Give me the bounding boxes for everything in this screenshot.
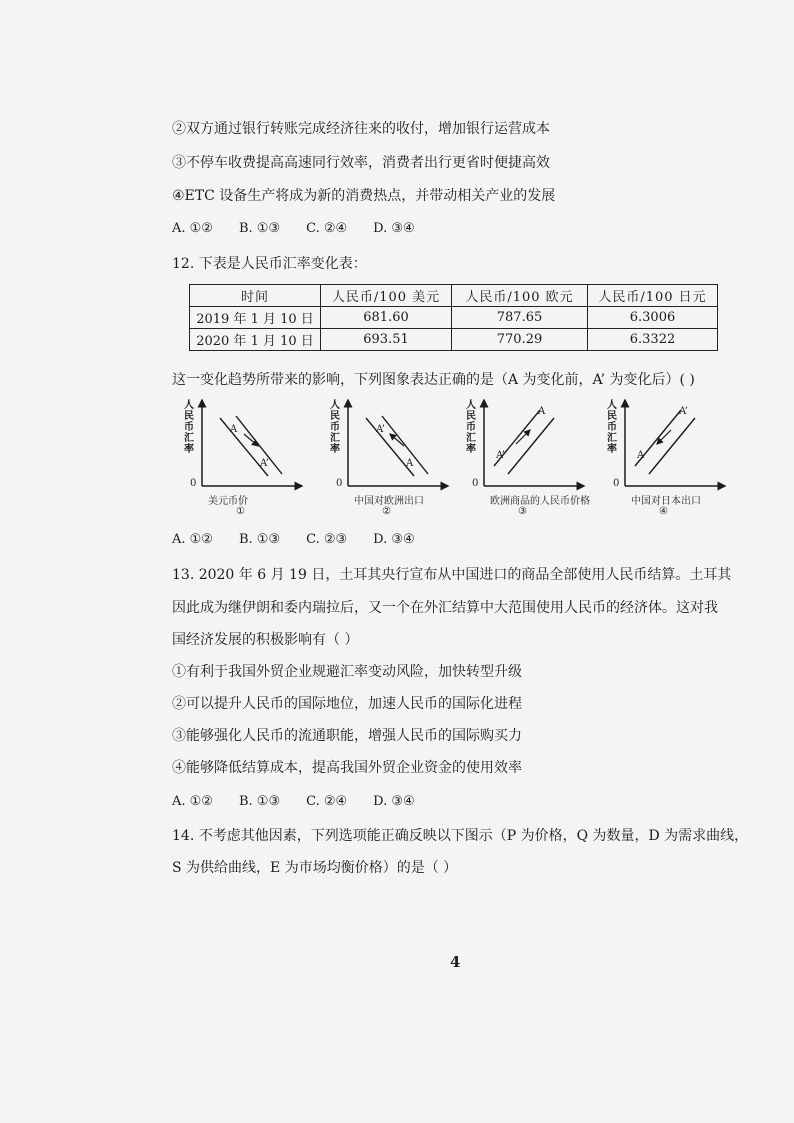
graph-origin: 0 bbox=[472, 478, 479, 489]
table-header: 人民币/100 美元 bbox=[321, 285, 452, 307]
q12-stem: 12. 下表是人民币汇率变化表： bbox=[172, 256, 367, 272]
graph-y-label: 人民币汇率 bbox=[466, 400, 476, 455]
q14-stem-line-1: 14. 不考虑其他因素，下列选项能正确反映以下图示（P 为价格，Q 为数量，D 为需求曲线， bbox=[172, 828, 749, 844]
table-cell: 2020 年 1 月 10 日 bbox=[190, 329, 321, 351]
q13-statement-4: ④能够降低结算成本，提高我国外贸企业资金的使用效率 bbox=[172, 760, 522, 776]
table-cell: 2019 年 1 月 10 日 bbox=[190, 307, 321, 329]
graph-axes bbox=[472, 396, 592, 506]
q11-statement-2: ②双方通过银行转账完成经济往来的收付，增加银行运营成本 bbox=[172, 121, 550, 137]
graph-axes bbox=[613, 396, 733, 506]
point-label-bottom: A bbox=[637, 450, 645, 461]
graph-3 bbox=[466, 396, 592, 520]
option-d: D. ③④ bbox=[373, 794, 415, 809]
graph-y-label: 人民币汇率 bbox=[330, 400, 340, 455]
graph-number: ② bbox=[382, 506, 391, 517]
option-b: B. ①③ bbox=[238, 221, 281, 236]
option-c: C. ②③ bbox=[306, 532, 348, 547]
option-d: D. ③④ bbox=[373, 221, 415, 236]
graph-1 bbox=[184, 396, 310, 520]
option-a: A. ①② bbox=[172, 221, 213, 236]
graph-x-label: 欧洲商品的人民币价格 bbox=[490, 496, 590, 507]
option-d: D. ③④ bbox=[373, 532, 415, 547]
table-cell: 693.51 bbox=[321, 329, 452, 351]
table-cell: 770.29 bbox=[452, 329, 588, 351]
table-cell: 6.3322 bbox=[588, 329, 718, 351]
graph-2 bbox=[330, 396, 456, 520]
table-header: 人民币/100 日元 bbox=[588, 285, 718, 307]
table-cell: 681.60 bbox=[321, 307, 452, 329]
table-cell: 787.65 bbox=[452, 307, 588, 329]
point-label-bottom: A’ bbox=[260, 458, 269, 469]
table-header-row bbox=[190, 285, 718, 307]
graph-y-label: 人民币汇率 bbox=[607, 400, 617, 455]
graph-origin: 0 bbox=[613, 478, 620, 489]
option-a: A. ①② bbox=[172, 794, 213, 809]
graph-x-label: 美元币价 bbox=[208, 496, 248, 507]
graph-number: ④ bbox=[659, 506, 668, 517]
q13-statement-3: ③能够强化人民币的流通职能，增强人民币的国际购买力 bbox=[172, 728, 522, 744]
q11-statement-3: ③不停车收费提高高速同行效率，消费者出行更省时便捷高效 bbox=[172, 155, 550, 171]
q14-stem-line-2: S 为供给曲线，E 为市场均衡价格）的是（ ） bbox=[172, 860, 458, 876]
graph-origin: 0 bbox=[190, 478, 197, 489]
page-number: 4 bbox=[450, 953, 461, 971]
option-c: C. ②④ bbox=[306, 794, 348, 809]
q11-options bbox=[172, 219, 441, 239]
table-header: 人民币/100 欧元 bbox=[452, 285, 588, 307]
exchange-rate-table bbox=[189, 284, 718, 351]
q13-options bbox=[172, 792, 441, 812]
option-b: B. ①③ bbox=[238, 794, 281, 809]
table-header: 时间 bbox=[190, 285, 321, 307]
q13-stem-line-1: 13. 2020 年 6 月 19 日，土耳其央行宣布从中国进口的商品全部使用人民币结算。土耳其 bbox=[172, 567, 732, 583]
point-label-top: A bbox=[230, 424, 238, 435]
graph-axes bbox=[190, 396, 310, 506]
q13-statement-2: ②可以提升人民币的国际地位，加速人民币的国际化进程 bbox=[172, 696, 522, 712]
q12-options bbox=[172, 530, 441, 550]
point-label-top: A’ bbox=[376, 424, 385, 435]
option-c: C. ②④ bbox=[306, 221, 348, 236]
table-cell: 6.3006 bbox=[588, 307, 718, 329]
option-a: A. ①② bbox=[172, 532, 213, 547]
q11-statement-4: ④ETC 设备生产将成为新的消费热点，并带动相关产业的发展 bbox=[172, 188, 556, 204]
graph-number: ③ bbox=[518, 506, 527, 517]
point-label-bottom: A’ bbox=[496, 450, 505, 461]
graph-4 bbox=[607, 396, 733, 520]
graph-origin: 0 bbox=[336, 478, 343, 489]
graph-x-label: 中国对欧洲出口 bbox=[354, 496, 424, 507]
point-label-top: A’ bbox=[679, 406, 688, 417]
graph-axes bbox=[336, 396, 456, 506]
graph-y-label: 人民币汇率 bbox=[184, 400, 194, 455]
q12-prompt: 这一变化趋势所带来的影响，下列图象表达正确的是（A 为变化前，A’ 为变化后）( ) bbox=[172, 372, 695, 388]
graph-number: ① bbox=[236, 506, 245, 517]
graph-x-label: 中国对日本出口 bbox=[631, 496, 701, 507]
q13-stem-line-3: 国经济发展的积极影响有（ ） bbox=[172, 632, 359, 648]
table-row bbox=[190, 307, 718, 329]
point-label-top: A bbox=[538, 406, 546, 417]
option-b: B. ①③ bbox=[238, 532, 281, 547]
table-row bbox=[190, 329, 718, 351]
q13-stem-line-2: 因此成为继伊朗和委内瑞拉后，又一个在外汇结算中大范围使用人民币的经济体。这对我 bbox=[172, 600, 718, 616]
q13-statement-1: ①有利于我国外贸企业规避汇率变动风险，加快转型升级 bbox=[172, 664, 522, 680]
point-label-bottom: A bbox=[406, 458, 414, 469]
